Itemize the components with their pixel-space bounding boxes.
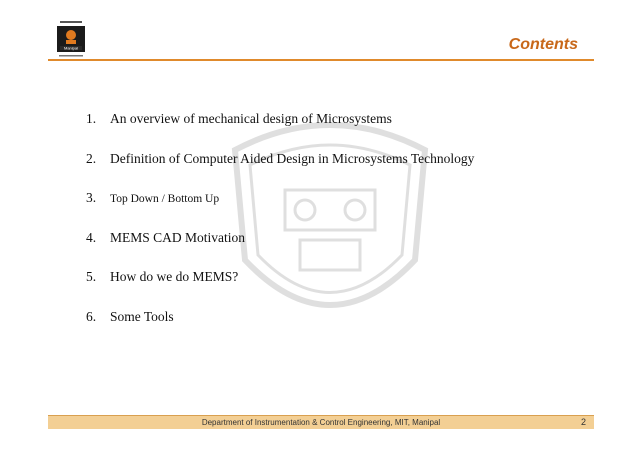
list-item <box>86 148 474 188</box>
list-item <box>86 266 474 306</box>
list-text: An overview of mechanical design of Microsystems <box>110 111 392 126</box>
list-text: Top Down / Bottom Up <box>110 193 220 205</box>
list-item <box>86 108 474 148</box>
list-text: MEMS CAD Motivation <box>110 229 246 245</box>
list-item <box>86 187 474 227</box>
slide-title: Contents <box>508 36 578 53</box>
header-divider <box>48 59 594 61</box>
contents-list <box>86 108 474 345</box>
logo-bottom-script <box>56 54 86 58</box>
list-text: Some Tools <box>110 308 174 324</box>
list-number: 6. <box>86 308 97 324</box>
list-number: 2. <box>86 150 97 166</box>
list-number: 1. <box>86 111 97 126</box>
list-item <box>86 227 474 267</box>
list-item <box>86 306 474 346</box>
list-text: How do we do MEMS? <box>110 269 239 284</box>
logo-top-script <box>56 20 86 25</box>
slide-footer <box>48 416 594 429</box>
list-number: 4. <box>86 229 97 245</box>
logo-label: Manipal <box>63 45 79 51</box>
logo-badge <box>57 26 85 52</box>
footer-department: Department of Instrumentation & Control Engineering, MIT, Manipal <box>201 418 441 427</box>
manipal-logo <box>56 20 86 60</box>
page-number: 2 <box>580 417 586 427</box>
list-number: 3. <box>86 190 97 205</box>
list-text: Definition of Computer Aided Design in Microsystems Technology <box>110 150 475 166</box>
list-number: 5. <box>86 269 97 284</box>
